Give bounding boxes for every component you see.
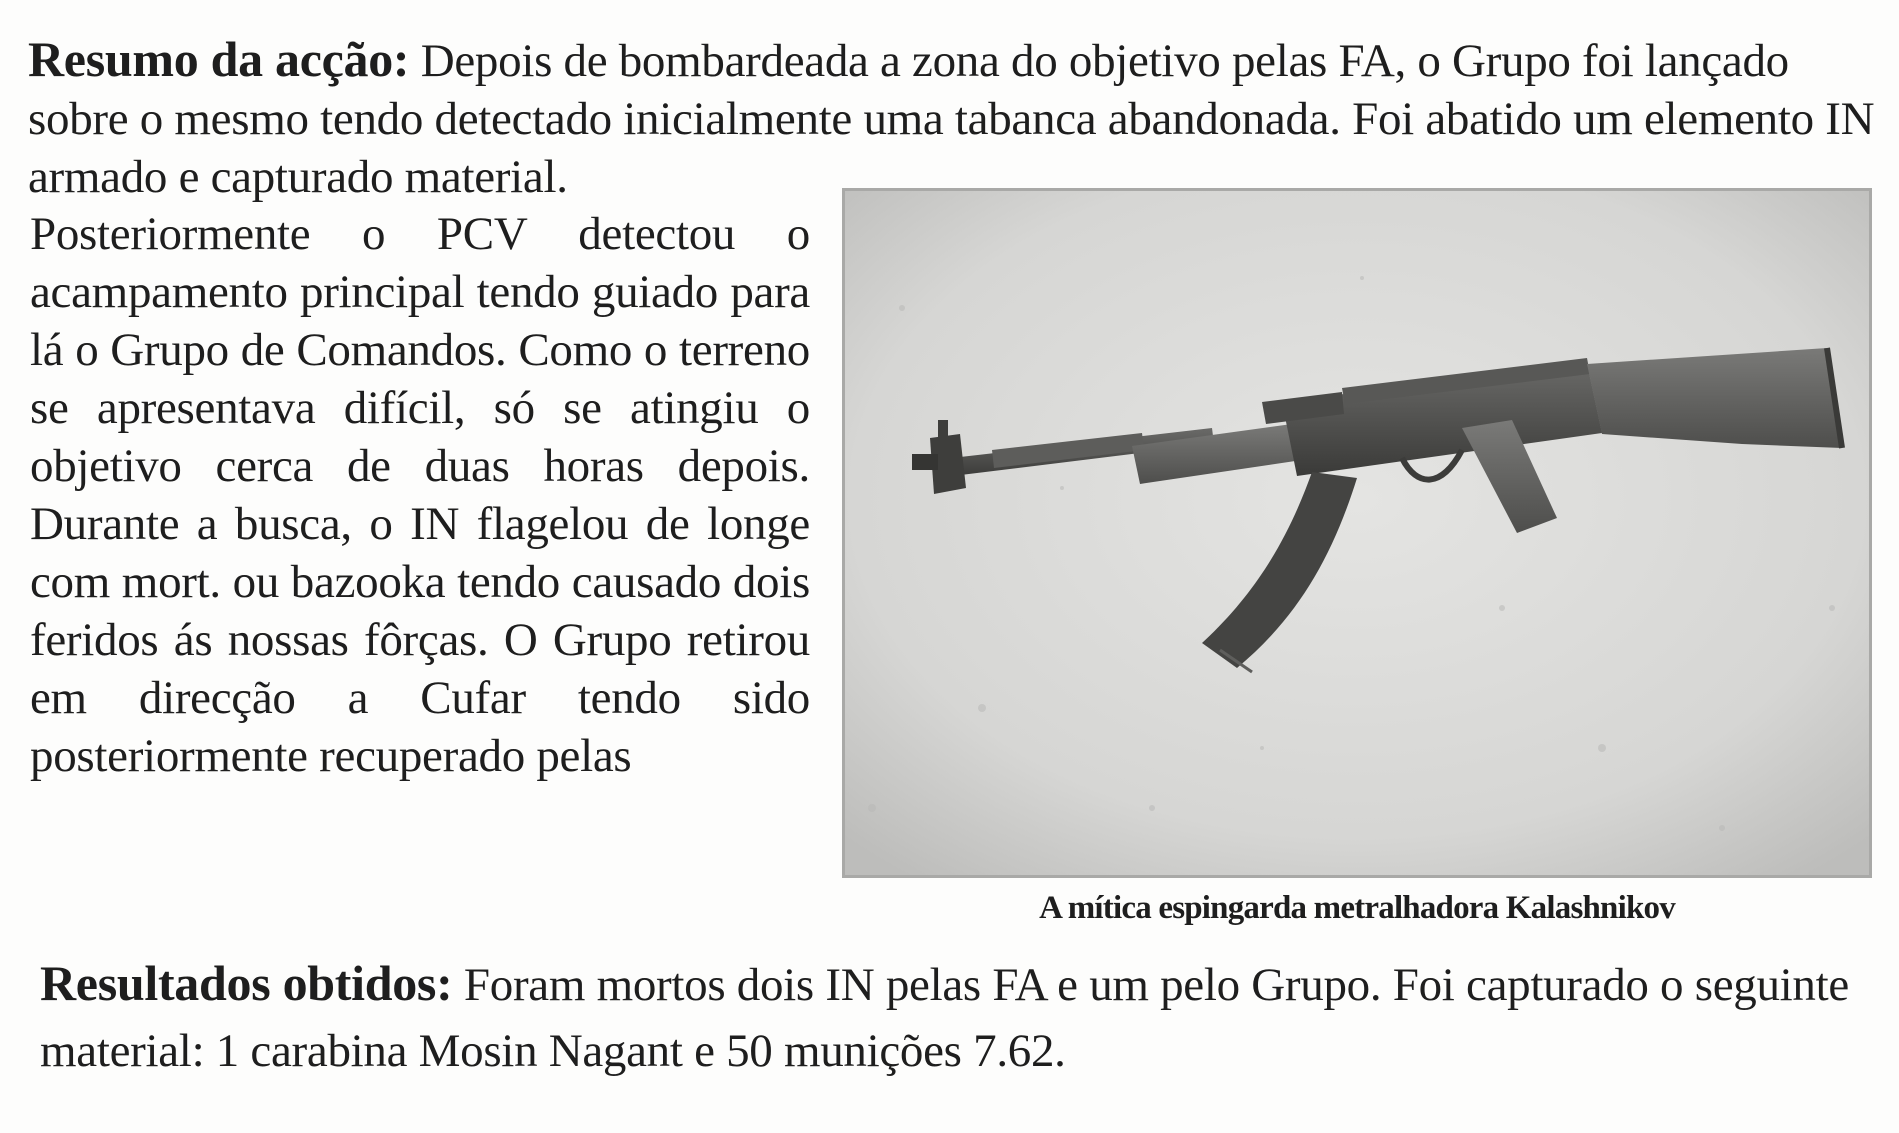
summary-heading: Resumo da acção: (28, 31, 410, 87)
summary-paragraph (28, 30, 1878, 206)
kalashnikov-rifle-image (842, 188, 1872, 878)
results-text: Foram mortos dois IN pelas FA e um pelo Grupo. Foi capturado o seguinte material: 1 carabina Mosin Nagant e 50 munições 7.62. (40, 959, 1849, 1077)
summary-text: Depois de bombardeada a zona do objetivo pelas FA, o Grupo foi lançado sobre o mesmo tendo detectado inicialmente uma tabanca abandonada. Foi abatido um elemento IN armado e capturado material. (28, 35, 1875, 203)
results-heading: Resultados obtidos: (40, 955, 453, 1011)
rifle-photo (842, 188, 1872, 878)
photo-caption: A mítica espingarda metralhadora Kalashnikov (1039, 890, 1675, 926)
summary-continuation: Posteriormente o PCV detectou o acampamento principal tendo guiado para lá o Grupo de Comandos. Como o terreno se apresentava difícil, só se atingiu o objetivo cerca de duas horas depois. Durante a busca, o IN flagelou de longe com mort. ou bazooka tendo causado dois feridos ás nossas fôrças. O Grupo retirou em direcção a Cufar tendo sido posteriormente recuperado pelas (30, 208, 810, 782)
results-paragraph (40, 950, 1880, 1084)
